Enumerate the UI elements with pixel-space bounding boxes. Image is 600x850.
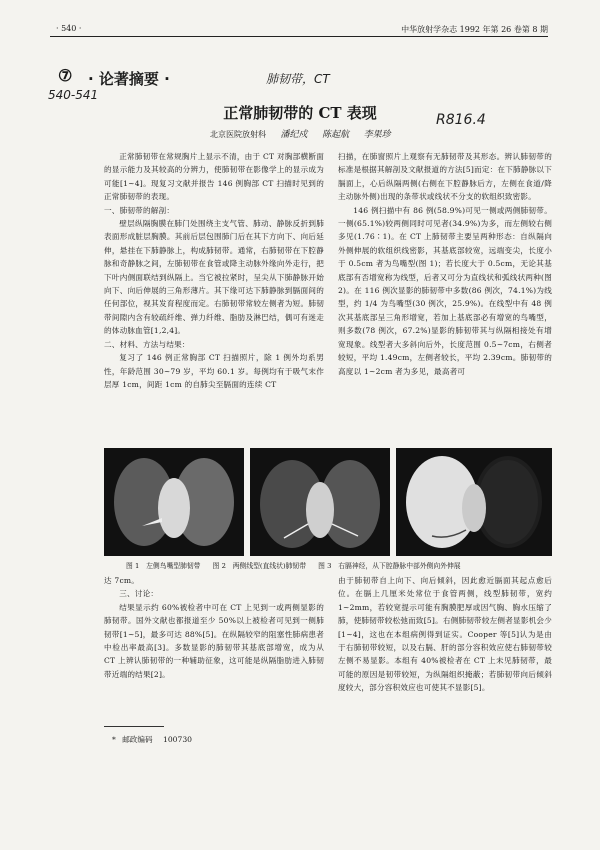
byline	[210, 127, 391, 140]
paragraph: 由于肺韧带自上向下、向后倾斜，因此愈近膈面其起点愈后位。在膈上几厘米处常位于食管两侧，线型肺韧带，宽约 1~2mm，若较宽提示可能有胸膜肥厚或因气胸、胸水压缩了肺，使肺韧带较松弛而致[5]。右侧肺韧带较左侧者显影机会少[1~4]，这也在本组病例得到证实。Cooper 等[5]认为是由于右肺韧带较短，以及右膈、肝的部分容积效应使右肺韧带较左侧不易显影。本组有 40%被检者在 CT 上未见肺韧带，最可能的原因是韧带较短，为纵隔组织掩蔽；若肺韧带向后倾斜度较大，部分容积效应也可使其不显影[5]。	[338, 576, 552, 693]
paragraph: 146 例扫描中有 86 例(58.9%)可见一侧或两侧肺韧带。一侧(65.1%)较两侧同时可见者(34.9%)为多，而左侧较右侧多见(1.76∶1)。在 CT 上肺韧带主要呈两种形态：自纵隔向外侧伸展的软组织线密影，其基底部较宽，远端变尖，长度小于 0.5cm 者为鸟嘴型(图 1)；若长度大于 0.5cm，无论其基底部有否增宽称为线型，后者又可分为直线状和弧线状两种(图 2)。在 116 例次显影的肺韧带中多数(86 例次，74.1%)为线型，约 1/4 为鸟嘴型(30 例次，25.9%)。在线型中有 48 例次其基底部呈三角形增宽，若加上基底部必有增宽的鸟嘴型，则多数(78 例次，67.2%)显影的肺韧带其与纵隔相接处有增宽现象。线型者大多斜向后外，长度范围 0.5~7cm，右侧者较短，平均 1.49cm，左侧者较长，平均 2.39cm。肺韧带的高度以 1~2cm 者为多见，最高者可	[338, 205, 552, 376]
figure-3-caption: 图 3 右膈神经，从下腔静脉中部外侧向外伸展	[318, 562, 461, 570]
paragraph: 结果显示约 60%被检者中可在 CT 上见到一或两侧显影的肺韧带。国外文献也都报道至少 50%以上被检者可见到一侧肺韧带[1~5]，最多可达 88%[5]。在纵隔较窄的阻塞性肺病患者中检出率最高[3]。多数显影的肺韧带其基底部增宽，成为从 CT 上辨认肺韧带的一种辅助征象，这可能是纵隔脂肪进入肺韧带近端的结果[2]。	[104, 602, 324, 679]
section-heading: 二、材料、方法与结果：	[104, 339, 190, 349]
figure-3-ct-image	[396, 448, 552, 556]
author-3: 李果珍	[363, 130, 391, 140]
left-column-top	[104, 150, 324, 440]
header-rule	[50, 36, 548, 37]
author-2: 陈起航	[322, 130, 350, 140]
figure-1-ct-image	[104, 448, 244, 556]
right-column-top	[338, 150, 552, 440]
classification-code: R816.4	[436, 112, 486, 128]
author-1: 潘纪戍	[280, 130, 308, 140]
page-number: · 540 ·	[56, 24, 82, 33]
left-column-bottom	[104, 574, 324, 714]
affiliation: 北京医院放射科	[210, 130, 266, 139]
footnote-rule	[104, 726, 164, 727]
right-column-bottom	[338, 574, 552, 814]
section-label: · 论著摘要 ·	[88, 70, 170, 88]
paragraph: 正常肺韧带在常规胸片上显示不清，由于 CT 对胸部横断面的显示能力及其较高的分辨力，使肺韧带在影像学上的显示成为可能[1~4]。现复习文献并报告 146 例胸部 CT 扫描时见到的正常肺韧带的表现。	[104, 152, 324, 202]
section-heading: 一、肺韧带的解剖：	[104, 205, 175, 215]
paragraph: 壁层纵隔胸膜在肺门处围绕主支气管、肺动、静脉反折到肺表面形成脏层胸膜。其前后层包围肺门后在其下方向下、向后延伸，悬挂在下肺静脉上，构成肺韧带。通常，右肺韧带在下腔静脉和奇静脉之间，左肺韧带在食管或降主动脉外缘向外走行，把下叶内侧面联结到纵隔上。当它被拉紧时，呈尖从下肺静脉开始向下、向后伸展的三角形薄片。其下缘可达下肺静脉到膈面间的任何部位，视其发育程度而定。右肺韧带常较左侧者为短。肺韧带间隙内含有较疏纤维、弹力纤维、脂肪及淋巴结，偶可有迷走的体动脉血管[1,2,4]。	[104, 219, 324, 336]
paragraph: 达 7cm。	[104, 576, 140, 585]
figure-captions	[126, 560, 461, 570]
postal-footnote: * 邮政编码 100730	[112, 735, 193, 744]
section-heading: 三、讨论：	[119, 589, 159, 599]
figure-2-caption: 图 2 两侧线型(直线状)肺韧带	[212, 562, 306, 570]
article-title: 正常肺韧带的 CT 表现	[223, 104, 377, 122]
journal-header: 中华放射学杂志 1992 年第 26 卷第 8 期	[401, 25, 548, 34]
page-range-annotation: 540-541	[48, 88, 99, 102]
paragraph: 扫描，在肺窗照片上观察有无肺韧带及其形态。辨认肺韧带的标准是根据其解剖及文献报道的方法[5]而定：在下肺静脉以下膈面上，心后纵隔两侧(右侧在下腔静脉后方，左侧在食道/降主动脉外侧)出现的条带状或线状不分支的软组织致密影。	[338, 152, 552, 202]
postal-code: 100730	[163, 735, 193, 744]
figure-2-ct-image	[250, 448, 390, 556]
handwritten-keywords: 肺韧带，CT	[266, 72, 330, 86]
paragraph: 复习了 146 例正常胸部 CT 扫描照片，除 1 例外均系男性，年龄范围 30~79 岁，平均 60.1 岁。每例均有于吸气末作层厚 1cm，间距 1cm 的自肺尖至膈面的连续 CT	[104, 353, 324, 389]
figure-1-caption: 图 1 左侧鸟嘴型肺韧带	[126, 562, 201, 570]
circle-number: ⑦	[58, 66, 73, 85]
postal-label: 邮政编码	[122, 735, 153, 744]
